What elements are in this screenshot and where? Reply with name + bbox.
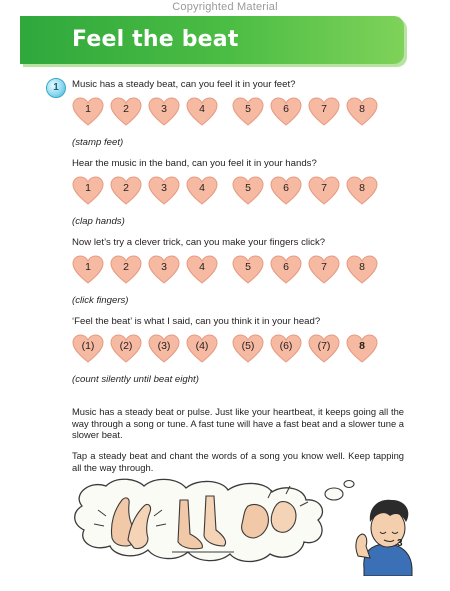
thought-bubble-large [325,488,343,500]
beat-illustration [72,476,417,576]
thinking-boy-drawing [356,500,412,576]
heart-label: 1 [85,103,91,115]
heart-label: 3 [161,182,167,194]
heart-beat-4 [186,97,218,127]
heart-beat-8 [346,176,378,206]
page-number: 3 [397,538,403,549]
heart-beat-4 [186,255,218,285]
heart-label: 3 [161,103,167,115]
heart-label: 8 [359,261,365,273]
copyright-watermark: Copyrighted Material [172,1,278,13]
heart-beat-6 [270,97,302,127]
heart-label: 2 [123,103,129,115]
instruction-1: (stamp feet) [72,137,124,148]
heart-label: 7 [321,261,327,273]
heart-beat-3 [148,176,180,206]
heart-beat-4 [186,176,218,206]
heart-beat-7 [308,334,340,364]
heart-beat-7 [308,97,340,127]
heart-beat-2 [110,255,142,285]
page-title: Feel the beat [72,27,239,52]
heart-beat-5 [232,334,264,364]
heart-row-3 [72,255,382,287]
heart-beat-5 [232,176,264,206]
heart-beat-7 [308,255,340,285]
heart-beat-1 [72,97,104,127]
heart-label: 4 [199,103,205,115]
paragraph-pulse: Music has a steady beat or pulse. Just like your heartbeat, it keeps going all the way through a song or tune. A fast tune will have a fast beat and a slower tune a slower beat. [72,406,404,440]
heart-beat-6 [270,334,302,364]
verse-line-1: Music has a steady beat, can you feel it in your feet? [72,79,296,90]
heart-label: (1) [81,340,95,352]
verse-line-4: ‘Feel the beat’ is what I said, can you think it in your head? [72,316,321,327]
heart-label: 3 [161,261,167,273]
heart-beat-3 [148,97,180,127]
heart-label: 2 [123,261,129,273]
heart-beat-2 [110,176,142,206]
instruction-3: (click fingers) [72,295,129,306]
heart-beat-7 [308,176,340,206]
heart-label: 5 [245,261,251,273]
heart-beat-1 [72,334,104,364]
heart-label: (7) [317,340,331,352]
heart-label: 6 [283,261,289,273]
heart-beat-8 [346,97,378,127]
verse-line-3: Now let’s try a clever trick, can you make your fingers click? [72,237,326,248]
heart-label: (3) [157,340,171,352]
heart-label: 8 [359,182,365,194]
heart-beat-2 [110,97,142,127]
heart-beat-6 [270,176,302,206]
paragraph-tap: Tap a steady beat and chant the words of a song you know well. Keep tapping all the way through. [72,450,404,473]
thought-bubble-small [344,481,354,488]
heart-label: 1 [85,182,91,194]
heart-beat-1 [72,255,104,285]
heart-beat-5 [232,97,264,127]
heart-beat-5 [232,255,264,285]
heart-label: (2) [119,340,133,352]
heart-row-2 [72,176,382,208]
heart-label: 5 [245,182,251,194]
heart-label: (6) [279,340,293,352]
heart-label: 2 [123,182,129,194]
heart-row-1 [72,97,382,129]
heart-beat-8 [346,334,378,364]
heart-beat-3 [148,255,180,285]
heart-label: 7 [321,182,327,194]
heart-beat-3 [148,334,180,364]
heart-label: 6 [283,103,289,115]
instruction-4: (count silently until beat eight) [72,374,199,385]
heart-row-4 [72,334,382,366]
heart-label: 7 [321,103,327,115]
heart-label: 8 [359,103,365,115]
heart-label: (4) [195,340,209,352]
heart-label: 5 [245,103,251,115]
verse-line-2: Hear the music in the band, can you feel it in your hands? [72,158,317,169]
heart-label: 6 [283,182,289,194]
heart-beat-2 [110,334,142,364]
heart-beat-8 [346,255,378,285]
heart-beat-4 [186,334,218,364]
exercise-number-badge: 1 [46,78,66,98]
heart-label: 8 [359,340,365,352]
heart-beat-1 [72,176,104,206]
heart-label: 4 [199,182,205,194]
heart-beat-6 [270,255,302,285]
heart-label: 1 [85,261,91,273]
heart-label: 4 [199,261,205,273]
heart-label: (5) [241,340,255,352]
title-banner [20,16,404,64]
instruction-2: (clap hands) [72,216,125,227]
